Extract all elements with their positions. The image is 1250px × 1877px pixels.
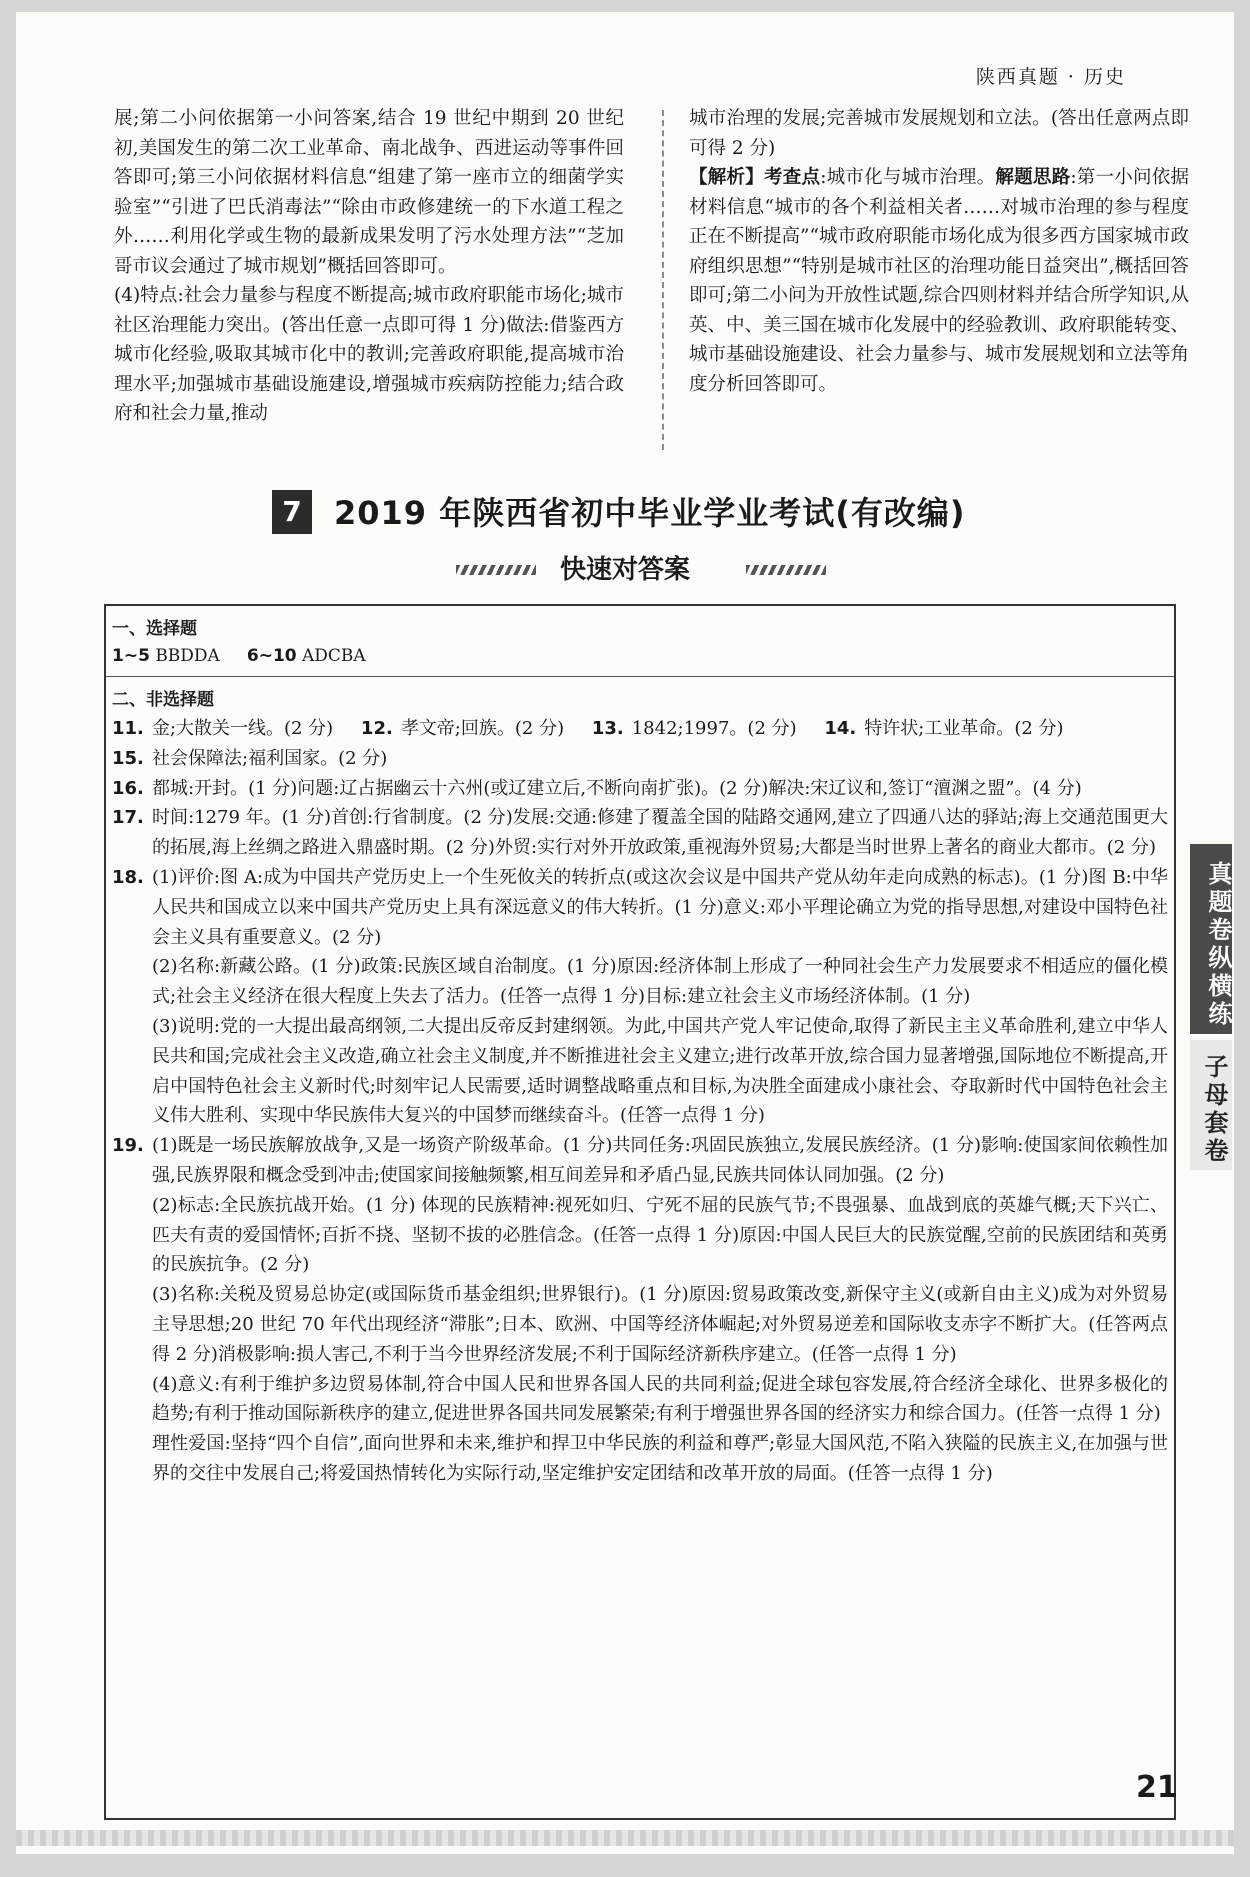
approach-text: :第一小问依据材料信息“城市的各个利益相关者……对城市治理的参与程度正在不断提高”“城市政府职能市场化成为很多西方国家城市政府组织思想”“特别是城市社区的治理功能日益突出”,概括回答即可;第二小问为开放性试题,综合四则材料并结合所学知识,从英、中、美三国在城市化发展中的经验教训、政府职能转变、城市基础设施建设、社会力量参与、城市发展规划和立法等角度分析回答即可。: [689, 167, 1189, 395]
side-tab-series-label: 真题卷纵横练: [1190, 844, 1232, 1034]
q18-part-2: (2)名称:新藏公路。(1 分)政策:民族区域自治制度。(1 分)原因:经济体制上形成了一种同社会生产力发展要求不相适应的僵化模式;社会主义经济在很大程度上失去了活力。(任答一点得 1 分)目标:建立社会主义市场经济体制。(1 分): [152, 956, 1168, 1008]
approach-label: 解题思路: [995, 167, 1071, 188]
analysis-point: :城市化与城市治理。: [820, 167, 996, 188]
section-nonchoice-title: 二、非选择题: [112, 690, 214, 710]
exam-title: 2019 年陕西省初中毕业学业考试(有改编): [334, 494, 966, 532]
q19-part-2: (2)标志:全民族抗战开始。(1 分) 体现的民族精神:视死如归、宁死不屈的民族气节;不畏强暴、血战到底的英雄气概;天下兴亡、匹夫有责的爱国情怀;百折不挠、坚韧不拔的必胜信念。(任答一点得 1 分)原因:中国人民巨大的民族觉醒,空前的民族团结和英勇的民族抗争。(2 分): [152, 1194, 1168, 1276]
q18-number: 18.: [112, 866, 144, 888]
q17-answer: 时间:1279 年。(1 分)首创:行省制度。(2 分)发展:交通:修建了覆盖全国的陆路交通网,建立了四通八达的驿站;海上交通范围更大的拓展,海上丝绸之路进入鼎盛时期。(2 分)外贸:实行对外开放政策,重视海外贸易;大都是当时世界上著名的商业大都市。(2 分): [152, 807, 1168, 859]
q18-part-1: (1)评价:图 A:成为中国共产党历史上一个生死攸关的转折点(或这次会议是中国共产党从幼年走向成熟的标志)。(1 分)图 B:中华人民共和国成立以来中国共产党历史上具有深远意义的伟大转折。(1 分)意义:邓小平理论确立为党的指导思想,对建设中国特色社会主义具有重要意义。(2 分): [152, 866, 1168, 948]
questions-11-14: [112, 714, 1168, 744]
question-19: [112, 1131, 1168, 1489]
q19-part-3: (3)名称:关税及贸易总协定(或国际货币基金组织;世界银行)。(1 分)原因:贸易政策改变,新保守主义(或新自由主义)成为对外贸易主导思想;20 世纪 70 年代出现经济“滞胀”;日本、欧洲、中国等经济体崛起;对外贸易逆差和国际收支赤字不断扩大。(任答两点得 2 分)消极影响:损人害己,不利于当今世界经济发展;不利于国际经济新秩序建立。(任答一点得 1 分): [152, 1284, 1168, 1365]
page-number: 21: [1136, 1770, 1178, 1805]
stripe-decoration-right: [746, 565, 826, 575]
q16-answer: 都城:开封。(1 分)问题:辽占据幽云十六州(或辽建立后,不断向南扩张)。(2 分)解决:宋辽议和,签订“澶渊之盟”。(4 分): [152, 777, 1082, 799]
top-right-column: [689, 104, 1189, 399]
choice-answers-2: ADCBA: [302, 646, 366, 666]
stripe-decoration-left: [456, 565, 536, 575]
section-choice-title: 一、选择题: [112, 619, 197, 639]
q15-answer: 社会保障法;福利国家。(2 分): [152, 747, 388, 769]
left-paragraph-2: (4)特点:社会力量参与程度不断提高;城市政府职能市场化;城市社区治理能力突出。(答出任意一点即可得 1 分)做法:借鉴西方城市化经验,吸取其城市化中的教训;完善政府职能,提高城市治理水平;加强城市基础设施建设,增强城市疾病防控能力;结合政府和社会力量,推动: [114, 285, 624, 424]
answer-box: [104, 604, 1176, 1820]
left-paragraph-1: 展;第二小问依据第一小问答案,结合 19 世纪中期到 20 世纪初,美国发生的第二次工业革命、南北战争、西进运动等事件回答即可;第三小问依据材料信息“组建了第一座市立的细菌学实验室”“引进了巴氏消毒法”“除由市政修建统一的下水道工程之外……利用化学或生物的最新成果发明了污水处理方法”“芝加哥市议会通过了城市规划”概括回答即可。: [114, 108, 624, 277]
choice-answers-1: BBDDA: [155, 646, 220, 666]
top-columns: [114, 104, 1189, 464]
right-paragraph-1: 城市治理的发展;完善城市发展规划和立法。(答出任意两点即可得 2 分): [689, 108, 1189, 159]
analysis-paragraph: [689, 163, 1189, 399]
top-left-column: [114, 104, 624, 429]
choice-range-2: 6~10: [246, 646, 297, 666]
page: [16, 12, 1234, 1854]
column-divider: [662, 110, 664, 450]
q11-answer: 金;大散关一线。(2 分): [151, 718, 334, 739]
analysis-label: 【解析】考查点: [689, 167, 821, 188]
q12-answer: 孝文帝;回族。(2 分): [400, 718, 565, 739]
running-header: 陕西真题 · 历史: [975, 66, 1126, 88]
q19-part-5: 理性爱国:坚持“四个自信”,面向世界和未来,维护和捍卫中华民族的利益和尊严;彰显大国风范,不陷入狭隘的民族主义,在加强与世界的交往中发展自己;将爱国热情转化为实际行动,坚定维护安定团结和改革开放的局面。(任答一点得 1 分): [152, 1433, 1168, 1484]
bottom-decoration-bar: [16, 1830, 1234, 1846]
section-choice: [106, 606, 1174, 676]
q12-number: 12.: [360, 718, 393, 739]
q11-number: 11.: [112, 718, 144, 739]
question-16: [112, 774, 1168, 804]
q19-number: 19.: [112, 1135, 144, 1157]
q18-answer: [152, 863, 1168, 1131]
exam-number-badge: 7: [272, 490, 312, 534]
q19-part-1: (1)既是一场民族解放战争,又是一场资产阶级革命。(1 分)共同任务:巩固民族独立,发展民族经济。(1 分)影响:使国家间依赖性加强,民族界限和概念受到冲击;使国家间接触频繁,相互间差异和矛盾凸显,民族共同体认同加强。(2 分): [152, 1135, 1168, 1186]
q15-number: 15.: [112, 747, 144, 769]
question-17: [112, 803, 1168, 863]
q16-number: 16.: [112, 777, 144, 799]
q19-part-4: (4)意义:有利于维护多边贸易体制,符合中国人民和世界各国人民的共同利益;促进全球包容发展,符合经济全球化、世界多极化的趋势;有利于推动国际新秩序的建立,促进世界各国共同发展繁荣;有利于增强世界各国的经济实力和综合国力。(任答一点得 1 分): [152, 1373, 1168, 1425]
section-nonchoice: [106, 676, 1174, 1495]
quick-answer-heading: [456, 550, 836, 590]
question-18: [112, 863, 1168, 1131]
q14-answer: 特许状;工业革命。(2 分): [864, 718, 1064, 739]
q19-answer: [152, 1131, 1168, 1489]
q17-number: 17.: [112, 807, 144, 829]
quick-answer-title: 快速对答案: [560, 555, 691, 585]
question-15: [112, 744, 1168, 774]
q13-number: 13.: [591, 718, 624, 739]
q14-number: 14.: [824, 718, 857, 739]
choice-range-1: 1~5: [112, 646, 150, 666]
side-tab-volume-label: 子母套卷: [1190, 1040, 1232, 1170]
q18-part-3: (3)说明:党的一大提出最高纲领,二大提出反帝反封建纲领。为此,中国共产党人牢记使命,取得了新民主主义革命胜利,建立中华人民共和国;完成社会主义改造,确立社会主义制度,并不断推进社会主义建立;进行改革开放,综合国力显著增强,国际地位不断提高,开启中国特色社会主义新时代;时刻牢记人民需要,适时调整战略重点和目标,为决胜全面建成小康社会、夺取新时代中国特色社会主义伟大胜利、实现中华民族伟大复兴的中国梦而继续奋斗。(任答一点得 1 分): [152, 1015, 1168, 1127]
side-tab: [1190, 844, 1232, 1404]
choice-answers: [112, 643, 1168, 670]
q13-answer: 1842;1997。(2 分): [631, 718, 797, 739]
